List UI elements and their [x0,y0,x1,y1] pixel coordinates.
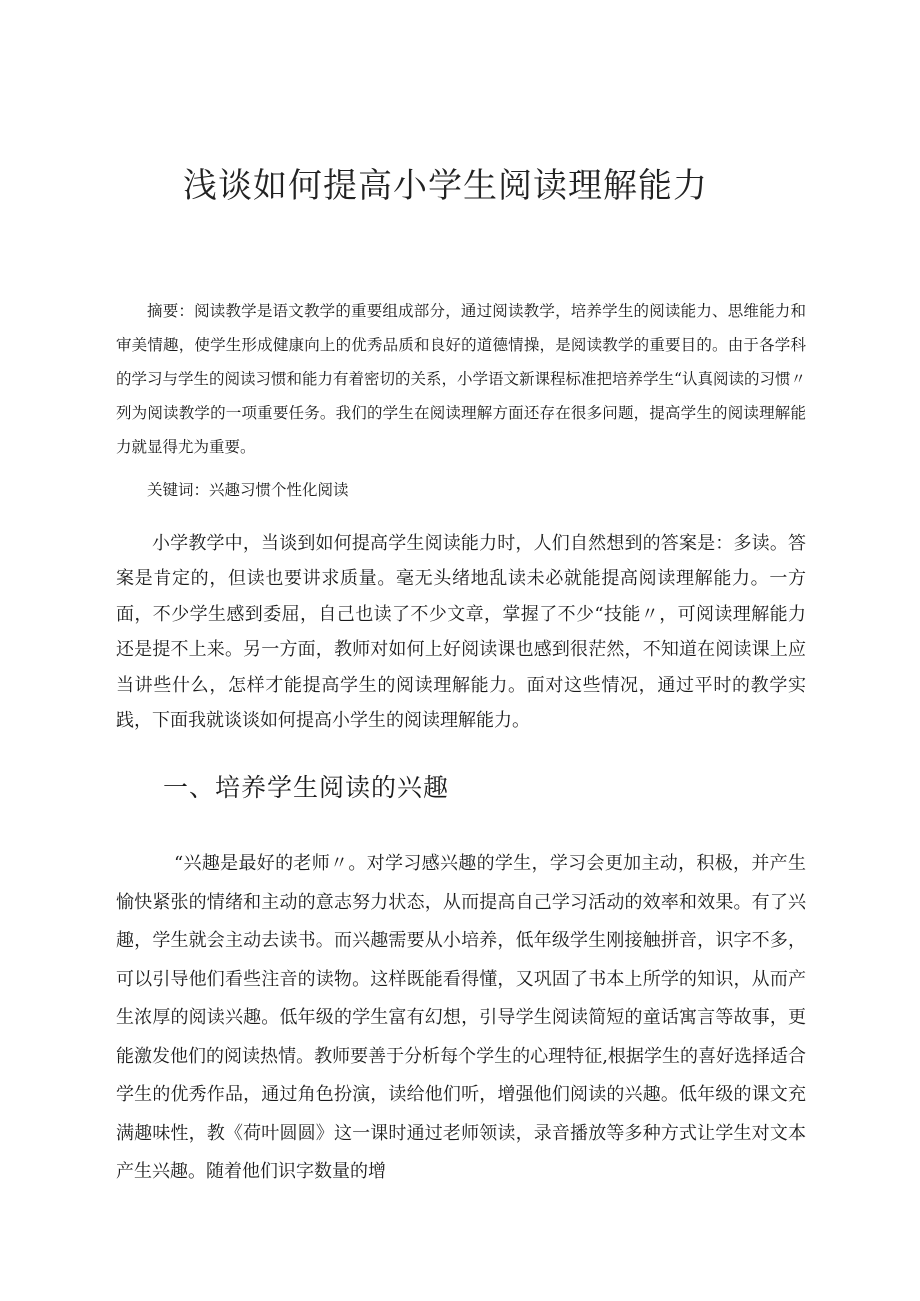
abstract-paragraph: 摘要：阅读教学是语文教学的重要组成部分，通过阅读教学，培养学生的阅读能力、思维能力和审美情趣，使学生形成健康向上的优秀品质和良好的道德情操，是阅读教学的重要目的。由于各学科的学习与学生的阅读习惯和能力有着密切的关系，小学语文新课程标准把培养学生“认真阅读的习惯〃列为阅读教学的一项重要任务。我们的学生在阅读理解方面还存在很多问题，提高学生的阅读理解能力就显得尤为重要。 [116,302,806,456]
section-heading-1: 一、培养学生阅读的兴趣 [163,773,450,802]
document-title: 浅谈如何提高小学生阅读理解能力 [183,166,708,206]
section-1-paragraph: “兴趣是最好的老师〃。对学习感兴趣的学生，学习会更加主动，积极，并产生愉快紧张的情绪和主动的意志努力状态，从而提高自己学习活动的效率和效果。有了兴趣，学生就会主动去读书。而兴趣需要从小培养，低年级学生刚接触拼音，识字不多，可以引导他们看些注音的读物。这样既能看得懂，又巩固了书本上所学的知识，从而产生浓厚的阅读兴趣。低年级的学生富有幻想，引导学生阅读简短的童话寓言等故事，更能激发他们的阅读热情。教师要善于分析每个学生的心理特征,根据学生的喜好选择适合学生的优秀作品，通过角色扮演，读给他们听，增强他们阅读的兴趣。低年级的课文充满趣味性，教《荷叶圆圆》这一课时通过老师领读，录音播放等多种方式让学生对文本产生兴趣。随着他们识字数量的增 [116,853,806,1182]
intro-paragraph: 小学教学中，当谈到如何提高学生阅读能力时，人们自然想到的答案是：多读。答案是肯定的，但读也要讲求质量。毫无头绪地乱读未必就能提高阅读理解能力。一方面，不少学生感到委屈，自己也读了不少文章，掌握了不少“技能〃，可阅读理解能力还是提不上来。另一方面，教师对如何上好阅读课也感到很茫然，不知道在阅读课上应当讲些什么，怎样才能提高学生的阅读理解能力。面对这些情况，通过平时的教学实践，下面我就谈谈如何提高小学生的阅读理解能力。 [116,533,806,732]
keywords-line: 关键词：兴趣习惯个性化阅读 [147,481,349,499]
